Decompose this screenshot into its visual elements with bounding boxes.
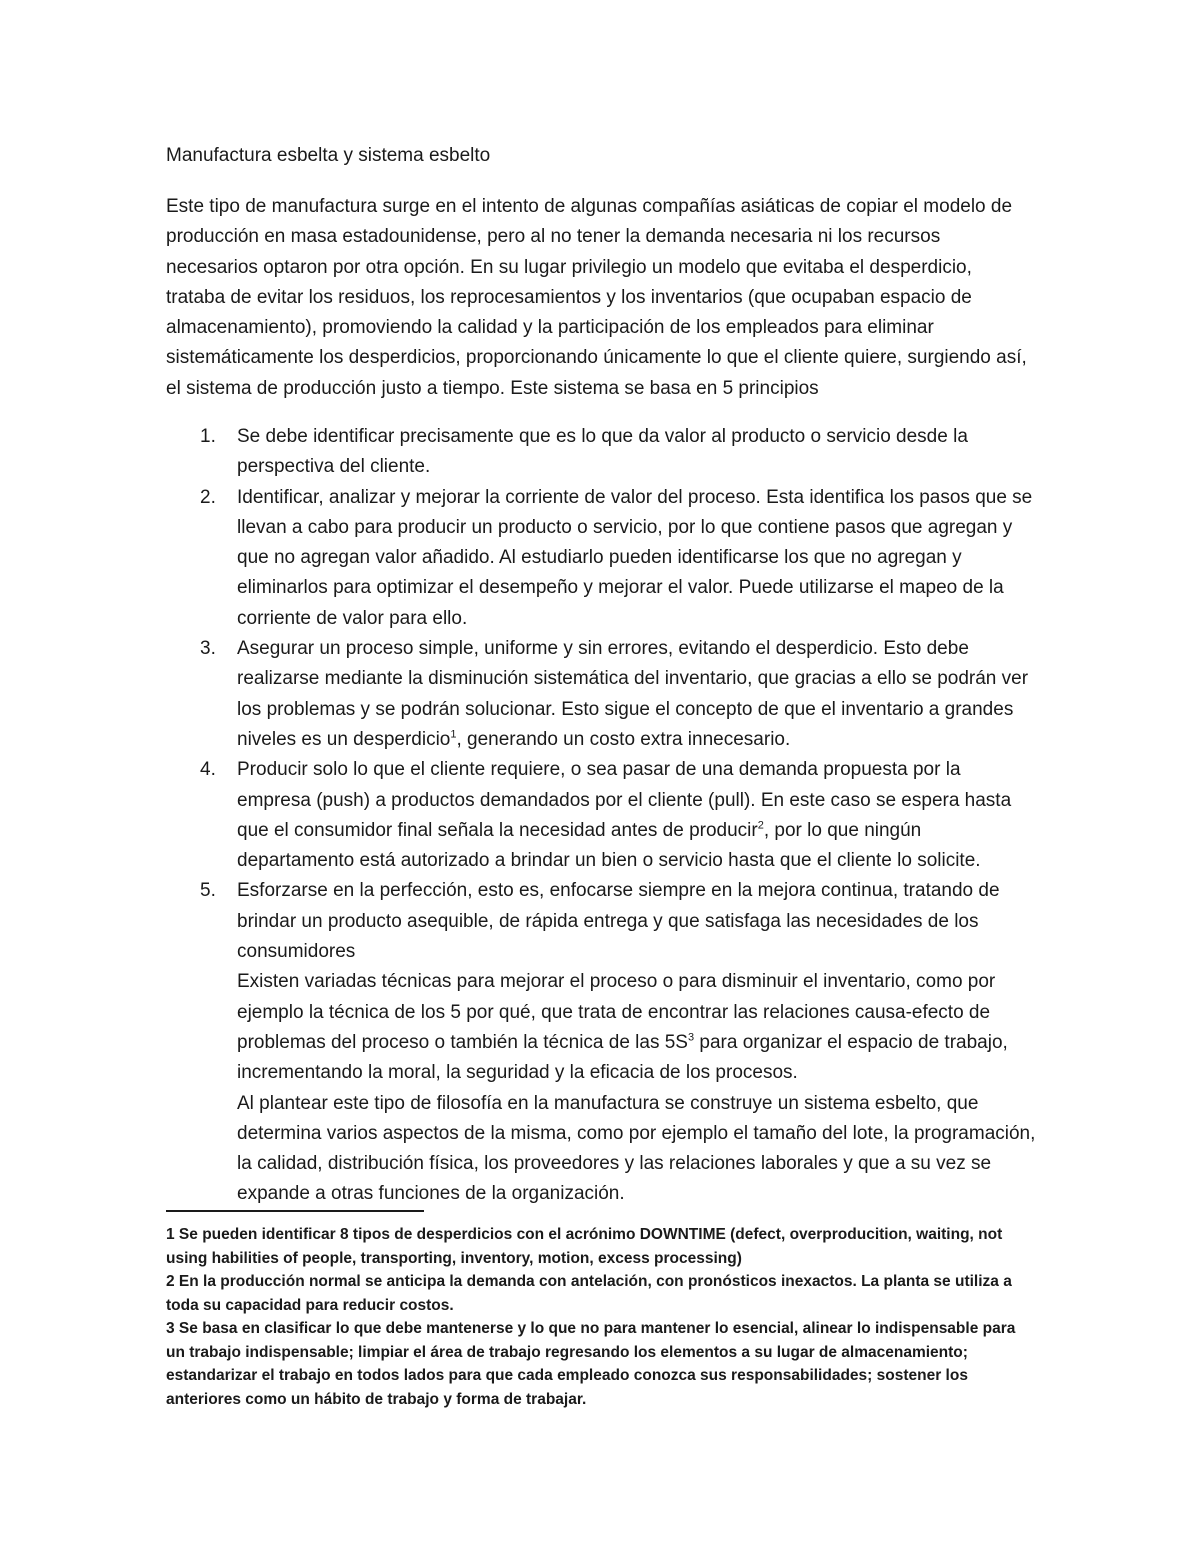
- principles-list: [166, 422, 1036, 1210]
- footnote-3: 3 Se basa en clasificar lo que debe mantenerse y lo que no para mantener lo esencial, alinear lo indispensable para un trabajo indispensable; limpiar el área de trabajo regresando los elementos a su lugar de almacenamiento; estandarizar el trabajo en todos lados para que cada empleado conozca sus responsabilidades; sostener los anteriores como un hábito de trabajo y forma de trabajar.: [166, 1320, 1016, 1408]
- list-item: [166, 876, 1036, 1209]
- list-item-text: Esforzarse en la perfección, esto es, enfocarse siempre en la mejora continua, tratando de brindar un producto asequible, de rápida entrega y que satisfaga las necesidades de los consumidores: [237, 880, 1000, 963]
- footnote-reference[interactable]: 1: [450, 728, 457, 741]
- list-number: 3.: [200, 638, 216, 660]
- list-number: 1.: [200, 426, 216, 447]
- list-item-text: , por lo que ningún departamento está autorizado a brindar un bien o servicio hasta que el cliente lo solicite.: [237, 819, 981, 872]
- footnotes: [166, 1223, 1036, 1411]
- list-item: [166, 634, 1036, 755]
- list-item: [166, 483, 1036, 634]
- list-item-continuation: Al plantear este tipo de filosofía en la manufactura se construye un sistema esbelto, que determina varios aspectos de la misma, como por ejemplo el tamaño del lote, la programación, la calidad, distribución física, los proveedores y las relaciones laborales y que a su vez se expande a otras funciones de la organización.: [237, 1092, 1036, 1205]
- list-number: 2.: [200, 486, 216, 508]
- list-item-text: Producir solo lo que el cliente requiere, o sea pasar de una demanda propuesta por la empresa (push) a productos demandados por el cliente (pull). En este caso se espera hasta que el consumidor final señala la necesidad antes de producir: [237, 759, 1012, 841]
- document-title: Manufactura esbelta y sistema esbelto: [166, 145, 491, 166]
- list-item-text: para organizar el espacio de trabajo, incrementando la moral, la seguridad y la eficacia de los procesos.: [237, 1031, 1008, 1084]
- list-number: 5.: [200, 880, 216, 902]
- list-number: 4.: [200, 759, 216, 781]
- footnote-separator: [166, 1210, 424, 1212]
- list-item-text: , generando un costo extra innecesario.: [456, 728, 791, 750]
- list-item-text: Identificar, analizar y mejorar la corriente de valor del proceso. Esta identifica los pasos que se llevan a cabo para producir un producto o servicio, por lo que contiene pasos que agregan y que no agregan valor añadido. Al estudiarlo pueden identificarse los que no agregan y eliminarlos para optimizar el desempeño y mejorar el valor. Puede utilizarse el mapeo de la corriente de valor para ello.: [237, 486, 1033, 629]
- footnote-1: 1 Se pueden identificar 8 tipos de desperdicios con el acrónimo DOWNTIME (defect, overproducition, waiting, not using habilities of people, transporting, inventory, motion, excess processing): [166, 1226, 1003, 1267]
- footnote-reference[interactable]: 3: [687, 1031, 695, 1044]
- intro-paragraph: Este tipo de manufactura surge en el intento de algunas compañías asiáticas de copiar el modelo de producción en masa estadounidense, pero al no tener la demanda necesaria ni los recursos necesarios optaron por otra opción. En su lugar privilegio un modelo que evitaba el desperdicio, trataba de evitar los residuos, los reprocesamientos y los inventarios (que ocupaban espacio de almacenamiento), promoviendo la calidad y la participación de los empleados para eliminar sistemáticamente los desperdicios, proporcionando únicamente lo que el cliente quiere, surgiendo así, el sistema de producción justo a tiempo. Este sistema se basa en 5 principios: [166, 196, 1027, 399]
- list-item-text: Se debe identificar precisamente que es lo que da valor al producto o servicio desde la perspectiva del cliente.: [237, 426, 968, 478]
- list-item-text: Existen variadas técnicas para mejorar el proceso o para disminuir el inventario, como por ejemplo la técnica de los 5 por qué, que trata de encontrar las relaciones causa-efecto de problemas del proceso o también la técnica de las 5S: [237, 971, 996, 1053]
- footnote-reference[interactable]: 2: [757, 819, 764, 832]
- list-item: [166, 422, 1036, 483]
- list-item-continuation: [237, 967, 1036, 1088]
- footnote-2: 2 En la producción normal se anticipa la demanda con antelación, con pronósticos inexactos. La planta se utiliza a toda su capacidad para reducir costos.: [166, 1273, 1012, 1314]
- list-item: [166, 755, 1036, 876]
- list-item-text: Asegurar un proceso simple, uniforme y sin errores, evitando el desperdicio. Esto debe realizarse mediante la disminución sistemática del inventario, que gracias a ello se podrán ver los problemas y se podrán solucionar. Esto sigue el concepto de que el inventario a grandes niveles es un desperdicio: [237, 638, 1029, 750]
